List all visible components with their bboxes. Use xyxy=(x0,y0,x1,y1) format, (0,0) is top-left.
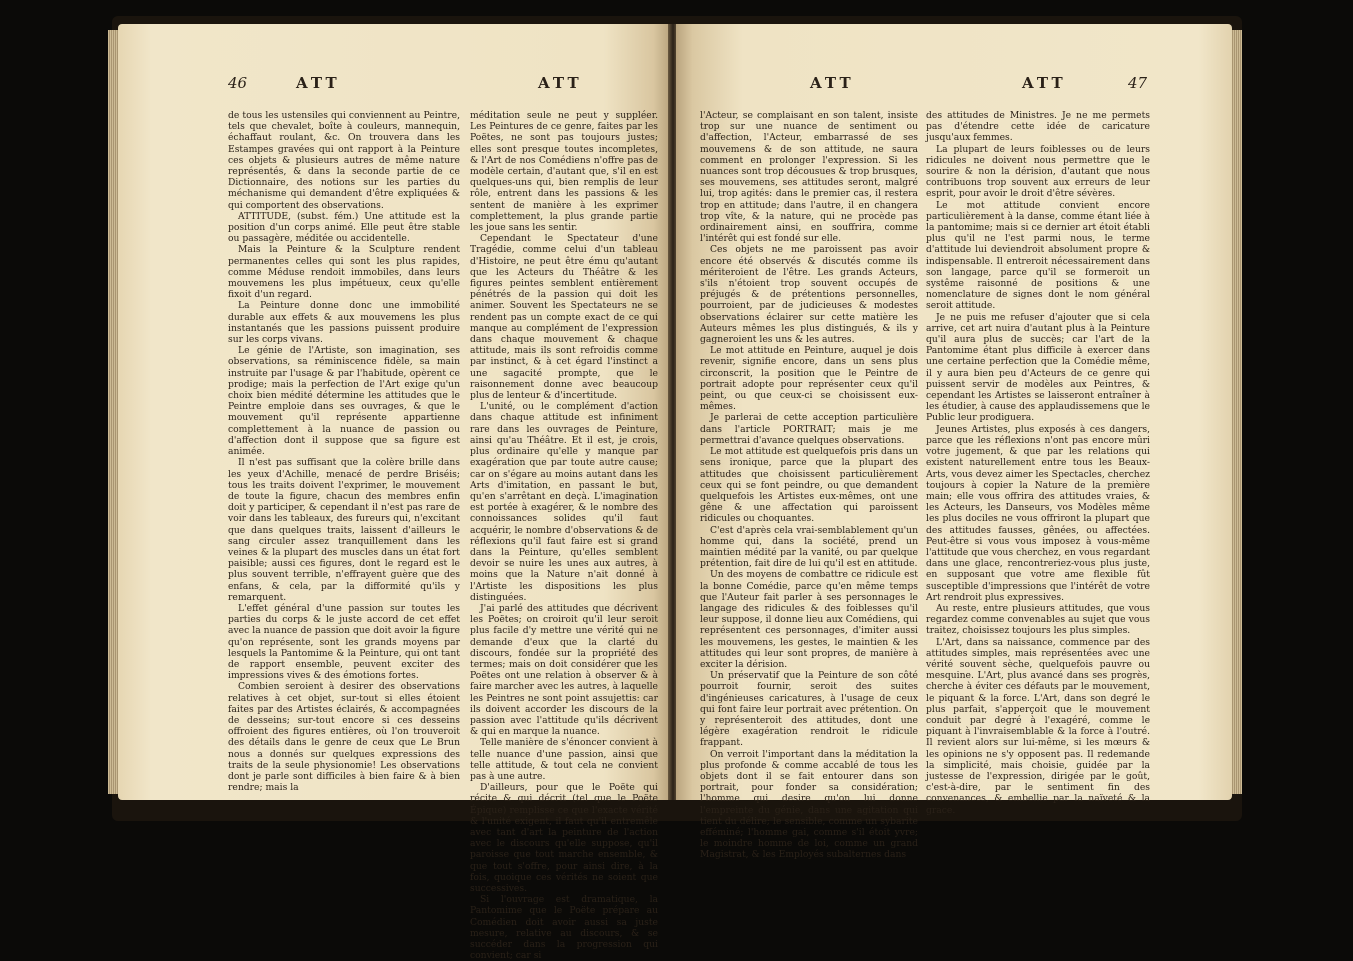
paragraph: D'ailleurs, pour que le Poëte qui récite & qui décrit (tel que le Poëte Épique) remplisse ce que l'exacte vérité & l'unité exigent, il faut qu'il entremêle avec tant d'art la peinture de l'action avec le discours qu'elle suppose, qu'il paroisse que tout marche ensemble, & que tout s'offre, pour ainsi dire, à la fois, quoique ces vérités ne soient que successives. xyxy=(470,782,658,895)
paragraph: Ces objets ne me paroissent pas avoir encore été observés & discutés comme ils mériteroient de l'être. Les grands Acteurs, s'ils n'étoient trop souvent occupés de préjugés & de prétentions personnelles, pourroient, par de judicieuses & modestes observations éclairer sur cette matière les Auteurs mêmes les plus distingués, & ils y gagneroient les uns & les autres. xyxy=(700,244,918,346)
right-running-head-1: ATT xyxy=(810,74,855,92)
right-column-2 xyxy=(926,110,1150,816)
paragraph: J'ai parlé des attitudes que décrivent les Poëtes; on croiroit qu'il leur seroit plus facile d'y mettre une vérité qui ne demande d'eux que la clarté du discours, fondée sur la propriété des termes; mais on doit considérer que les Poëtes ont une relation à observer & à faire marcher avec les autres, à laquelle les Peintres ne sont point assujettis: car ils doivent accorder les discours de la passion avec l'attitude qu'ils décrivent & qui en marque la nuance. xyxy=(470,602,658,738)
paragraph: L'Art, dans sa naissance, commence par des attitudes simples, mais représentées avec une vérité souvent sèche, quelquefois pauvre ou mesquine. L'Art, plus avancé dans ses progrès, cherche à éviter ces défauts par le mouvement, le piquant & la force. L'Art, dans son degré le plus parfait, s'apperçoit que le mouvement conduit par degré à l'exagéré, comme le piquant à l'invraisemblable & la force à l'outré. Il revient alors sur lui-même, si les mœurs & les opinions ne s'y opposent pas. Il redemande la simplicité, mais choisie, guidée par la justesse de l'expression, dirigée par le goût, c'est-à-dire, par le sentiment fin des convenances, & embellie par la naïveté & la grace. xyxy=(926,636,1150,816)
right-running-head-2: ATT xyxy=(1022,74,1067,92)
paragraph: des attitudes de Ministres. Je ne me permets pas d'étendre cette idée de caricature jusqu'aux femmes. xyxy=(926,110,1150,144)
paragraph: Au reste, entre plusieurs attitudes, que vous regardez comme convenables au sujet que vous traitez, choisissez toujours les plus simples. xyxy=(926,602,1150,637)
paragraph: L'effet général d'une passion sur toutes les parties du corps & le juste accord de cet effet avec la nuance de passion que doit avoir la figure qu'on représente, sont les grands moyens par lesquels la Pantomime & la Peinture, qui ont tant de rapport ensemble, peuvent exciter des impressions vives & des émotions fortes. xyxy=(228,602,460,682)
paragraph: ATTITUDE, (subst. fém.) Une attitude est la position d'un corps animé. Elle peut être stable ou passagère, méditée ou accidentelle. xyxy=(228,210,460,245)
paragraph: La Peinture donne donc une immobilité durable aux effets & aux mouvemens les plus instantanés que les passions puissent produire sur les corps vivans. xyxy=(228,300,460,346)
left-page xyxy=(118,24,670,961)
paragraph: Un préservatif que la Peinture de son côté pourroit fournir, seroit des suites d'ingénieuses caricatures, à l'usage de ceux qui font faire leur portrait avec prétention. On y représenteroit des attitudes, dont une légère exagération rendroit le ridicule frappant. xyxy=(700,670,918,749)
paragraph: Le génie de l'Artiste, son imagination, ses observations, sa réminiscence fidèle, sa main instruite par l'usage & par l'habitude, opèrent ce prodige; mais la perfection de l'Art exige qu'un choix bien médité détermine les attitudes que le Peintre emploie dans ses ouvrages, & que le mouvement qu'il représente appartienne complettement à la nuance de passion ou d'affection dont il suppose que sa figure est animée. xyxy=(228,345,460,458)
paragraph: Cependant le Spectateur d'une Tragédie, comme celui d'un tableau d'Histoire, ne peut être ému qu'autant que les Acteurs du Théâtre & les figures peintes semblent entièrement pénétrés de la passion qui doit les animer. Souvent les Spectateurs ne se rendent pas un compte exact de ce qui manque au complément de l'expression dans chaque mouvement & chaque attitude, mais ils sont refroidis comme par instinct, & à cet égard l'instinct a une sagacité prompte, que le raisonnement donne avec beaucoup plus de lenteur & d'incertitude. xyxy=(470,233,658,402)
paragraph: Jeunes Artistes, plus exposés à ces dangers, parce que les réflexions n'ont pas encore mûri votre jugement, & que par les relations qui existent naturellement entre tous les Beaux-Arts, vous devez aimer les Spectacles, cherchez toujours à copier la Nature de la première main; elle vous offrira des attitudes vraies, & les Acteurs, les Danseurs, vos Modèles même les plus dociles ne vous offriront la plupart que des attitudes fausses, gênées, ou affectées. Peut-être si vous vous imposez à vous-même l'attitude que vous cherchez, en vous regardant dans une glace, rencontreriez-vous plus juste, en supposant que votre ame flexible fût susceptible d'impressions que l'intérêt de votre Art rendroit plus expressives. xyxy=(926,423,1150,603)
paragraph: l'Acteur, se complaisant en son talent, insiste trop sur une nuance de sentiment ou d'affection, l'Acteur, embarrassé de ses mouvemens & de son attitude, ne saura comment en prolonger l'expression. Si les nuances sont trop décousues & trop brusques, ses mouvemens, ses attitudes seront, malgré lui, trop agités: dans le premier cas, il restera trop en attitude; dans l'autre, il en changera trop vîte, & la nature, qui ne procède pas ordinairement ainsi, en souffrira, comme l'intérêt qui est fondé sur elle. xyxy=(700,110,918,245)
paragraph: Je parlerai de cette acception particulière dans l'article PORTRAIT; mais je me permettrai d'avance quelques observations. xyxy=(700,412,918,446)
paragraph: L'unité, ou le complément d'action dans chaque attitude est infiniment rare dans les ouvrages de Peinture, ainsi qu'au Théâtre. Et il est, je crois, plus ordinaire qu'elle y manque par exagération que par toute autre cause; car on s'égare au moins autant dans les Arts d'imitation, en passant le but, qu'en s'arrêtant en deçà. L'imagination est portée à exagérer, & le nombre des connoissances solides qu'il faut acquérir, le nombre d'observations & de réflexions qu'il faut faire est si grand dans la Peinture, qu'elles semblent devoir se nuire les unes aux autres, à moins que la Nature n'ait donné à l'Artiste les dispositions les plus distinguées. xyxy=(470,401,658,603)
paragraph: Si l'ouvrage est dramatique, la Pantomime que le Poëte prépare au Comédien doit avoir aussi sa juste mesure, relative au discours, & se succéder dans la progression qui convient; car si xyxy=(470,894,658,961)
left-column-1 xyxy=(228,110,460,794)
paragraph: Telle manière de s'énoncer convient à telle nuance d'une passion, ainsi que telle attitude, & tout cela ne convient pas à une autre. xyxy=(470,737,658,782)
paragraph: Le mot attitude en Peinture, auquel je dois revenir, signifie encore, dans un sens plus circonscrit, la position que le Peintre de portrait adopte pour représenter ceux qu'il peint, ou que ceux-ci se choisissent eux-mêmes. xyxy=(700,345,918,413)
paragraph: de tous les ustensiles qui conviennent au Peintre, tels que chevalet, boîte à couleurs, mannequin, échaffaut roulant, &c. On trouvera dans les Estampes gravées qui ont rapport à la Peinture ces objets & plusieurs autres de même nature représentés, & dans la seconde partie de ce Dictionnaire, des notions sur les parties du méchanisme qui demandent d'être expliquées & qui comportent des observations. xyxy=(228,110,460,211)
right-page xyxy=(676,24,1232,861)
left-column-2 xyxy=(470,110,658,961)
paragraph: Combien seroient à desirer des observations relatives à cet objet, sur-tout si elles étoient faites par des Artistes éclairés, & accompagnées de desseins; sur-tout encore si ces desseins offroient des figures entières, où l'on trouveroit des détails dans le genre de ceux que Le Brun nous a donnés sur quelques expressions des traits de la seule physionomie! Les observations dont je parle sont difficiles à bien faire & à bien rendre; mais la xyxy=(228,681,460,794)
paragraph: Le mot attitude est quelquefois pris dans un sens ironique, parce que la plupart des attitudes que choisissent particulièrement ceux qui se font peindre, ou que demandent quelquefois les Artistes eux-mêmes, ont une gêne & une affectation qui paroissent ridicules ou choquantes. xyxy=(700,446,918,525)
paragraph: On verroit l'important dans la méditation la plus profonde & comme accablé de tous les objets dont il se fait entourer dans son portrait, pour fonder sa considération; l'homme qui desire qu'on lui donne l'empreinte du génie, dans une agitation qui tient du délire; le sensible, comme un sybarite efféminé; l'homme gai, comme s'il étoit yvre; le moindre homme de loi, comme un grand Magistrat, & les Employés subalternes dans xyxy=(700,748,918,861)
paragraph: Mais la Peinture & la Sculpture rendent permanentes celles qui sont les plus rapides, comme Méduse rendoit immobiles, dans leurs mouvemens les plus impétueux, ceux qu'elle fixoit d'un regard. xyxy=(228,244,460,301)
right-column-1 xyxy=(700,110,918,861)
left-header xyxy=(118,74,670,96)
paragraph: Un des moyens de combattre ce ridicule est la bonne Comédie, parce qu'en même temps que l'Auteur fait parler à ses personnages le langage des ridicules & des foiblesses qu'il leur suppose, il donne lieu aux Comédiens, qui représentent ces personnages, d'imiter aussi les mouvemens, les gestes, le maintien & les attitudes qui leur sont propres, de manière à exciter la dérision. xyxy=(700,569,918,670)
left-running-head-2: ATT xyxy=(538,74,583,92)
paragraph: La plupart de leurs foiblesses ou de leurs ridicules ne doivent nous permettre que le sourire & non la dérision, d'autant que nous contribuons trop souvent aux erreurs de leur esprit, pour avoir le droit d'être sévères. xyxy=(926,143,1150,200)
right-page-number: 47 xyxy=(1128,74,1148,92)
right-header xyxy=(676,74,1232,96)
left-page-number: 46 xyxy=(228,74,248,92)
paragraph: Il n'est pas suffisant que la colère brille dans les yeux d'Achille, menacé de perdre Briséis; tous les traits doivent l'exprimer, le mouvement de toute la figure, chacun des membres enfin doit y participer, & cependant il n'est pas rare de voir dans les tableaux, des fureurs qui, n'excitant que dans quelques traits, laissent d'ailleurs le sang circuler assez tranquillement dans les veines & la plupart des muscles dans un état fort paisible; aussi ces figures, dont le regard est le plus souvent terrible, n'effrayent guère que des enfans, & cela, par la difformité qu'ils y remarquent. xyxy=(228,457,460,603)
paragraph: Je ne puis me refuser d'ajouter que si cela arrive, cet art nuira d'autant plus à la Peinture qu'il aura plus de succès; car l'art de la Pantomime étant plus difficile à exercer dans une certaine perfection que la Comédie même, il y aura bien peu d'Acteurs de ce genre qui puissent servir de modèles aux Peintres, & cependant les Artistes se laisseront entraîner à les étudier, à cause des applaudissemens que le Public leur prodiguera. xyxy=(926,311,1150,424)
paragraph: méditation seule ne peut y suppléer. Les Peintures de ce genre, faites par les Poëtes, ne sont pas toujours justes; elles sont presque toutes incompletes, & l'Art de nos Comédiens n'offre pas de modèle certain, d'autant que, s'il en est quelques-uns qui, bien remplis de leur rôle, entrent dans les passions & les sentent de manière à les exprimer complettement, la plus grande partie les joue sans les sentir. xyxy=(470,110,658,234)
paragraph: C'est d'après cela vrai-semblablement qu'un homme qui, dans la société, prend un maintien médité par la vanité, ou par quelque prétention, fait dire de lui qu'il est en attitude. xyxy=(700,524,918,570)
left-running-head-1: ATT xyxy=(296,74,341,92)
paragraph: Le mot attitude convient encore particulièrement à la danse, comme étant liée à la pantomime; mais si ce dernier art étoit établi plus qu'il ne l'est parmi nous, le terme d'attitude lui deviendroit absolument propre & indispensable. Il entreroit nécessairement dans son langage, parce qu'il se formeroit un systême raisonné de positions & une nomenclature de signes dont le nom général seroit attitude. xyxy=(926,199,1150,312)
